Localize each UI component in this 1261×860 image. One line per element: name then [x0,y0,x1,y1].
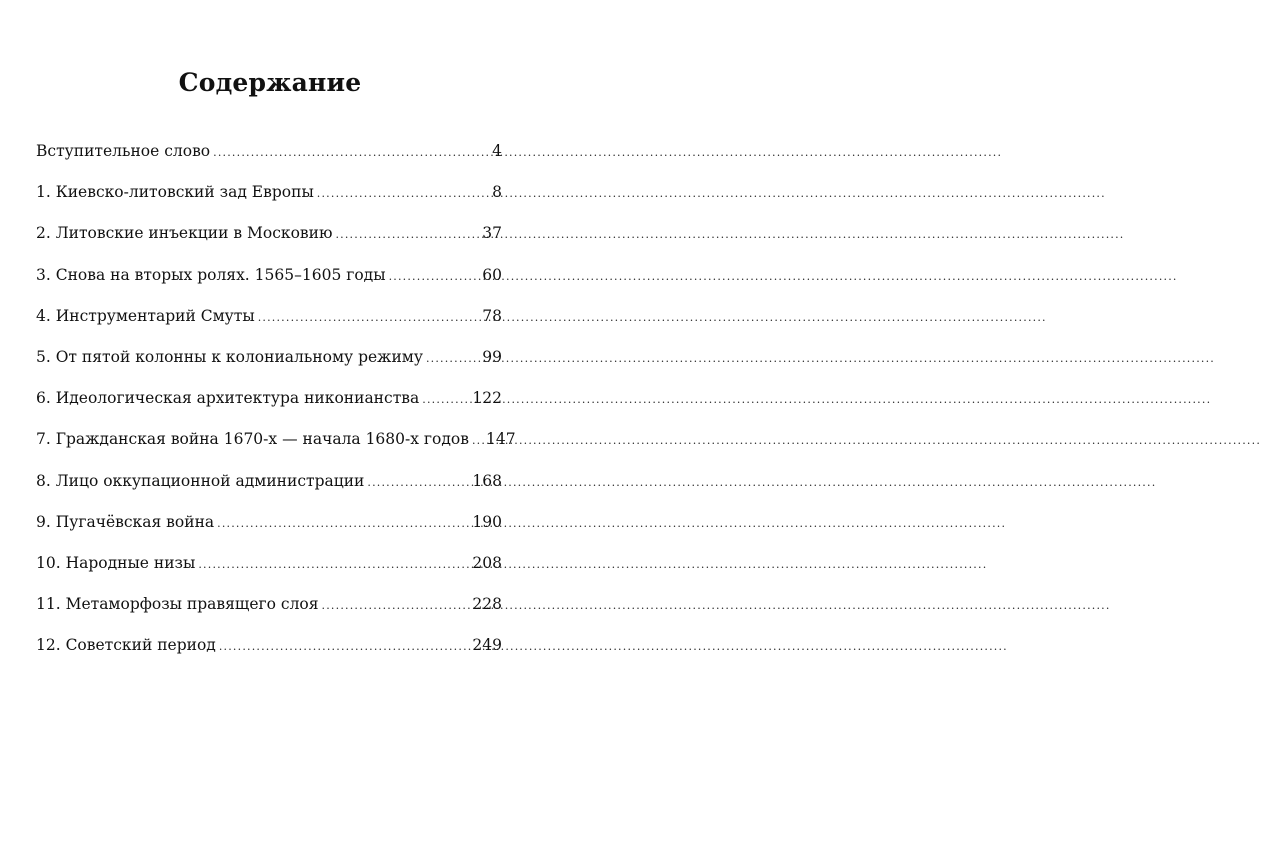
toc-entry-page: 190 [472,512,502,531]
toc-entry-title: 12. Советский период [36,636,216,655]
toc-entry-page: 249 [472,636,502,655]
toc-entry-title: 9. Пугачёвская война [36,512,215,531]
dot-leader [335,224,478,246]
dot-leader [426,348,478,370]
toc-entry-page: 37 [482,224,502,243]
page-title: Содержание [178,68,362,97]
dot-leader [258,307,479,329]
toc-entry-title: 10. Народные низы [36,553,196,572]
toc-entry [36,470,502,511]
toc-entry-title: 1. Киевско-литовский зад Европы [36,183,314,202]
toc-entry [36,634,502,675]
dot-leader [219,636,469,658]
toc-entry [36,346,502,387]
toc-entry-title: 6. Идеологическая архитектура никонианства [36,389,420,408]
toc-entry [36,140,502,181]
toc-entry [36,264,502,305]
dot-leader [322,595,469,617]
toc-entry-page: 8 [492,183,502,202]
toc-entry-page: 147 [485,430,516,449]
toc-entry-title: 2. Литовские инъекции в Московию [36,224,333,243]
dot-leader [472,430,482,452]
toc-entry-page: 4 [492,142,502,160]
toc-entry [36,552,502,593]
dot-leader [422,389,468,411]
dot-leader [367,472,468,494]
dot-leader [317,183,488,205]
toc-entry [36,428,516,469]
dot-leader [389,266,479,288]
toc-entry-title: 11. Метаморфозы правящего слоя [36,595,319,614]
toc-entry-title: Вступительное слово [36,142,211,160]
toc-entry-page: 228 [472,595,502,614]
toc-entry-title: 7. Гражданская война 1670-х — начала 1680-х годов [36,430,469,449]
toc-entry-title: 8. Лицо оккупационной администрации [36,471,365,490]
toc-entry-page: 122 [472,389,502,408]
toc-entry-title: 4. Инструментарий Смуты [36,306,255,325]
toc-entry-page: 60 [482,265,502,284]
toc-entry [36,181,502,222]
toc-entry [36,305,502,346]
toc-entry [36,387,502,428]
book-page [0,0,540,860]
toc-entry-page: 78 [482,306,502,325]
toc-entry-page: 208 [472,553,502,572]
toc-entry-title: 5. От пятой колонны к колониальному режиму [36,347,423,366]
dot-leader [217,513,468,535]
toc-entry-title: 3. Снова на вторых ролях. 1565–1605 годы [36,265,386,284]
toc-entry [36,593,502,634]
toc-entry [36,511,502,552]
toc-entry-page: 168 [472,471,502,490]
dot-leader [213,142,488,164]
toc-entry-page: 99 [482,347,502,366]
toc-entry [36,222,502,263]
dot-leader [198,554,468,576]
table-of-contents [36,140,516,675]
